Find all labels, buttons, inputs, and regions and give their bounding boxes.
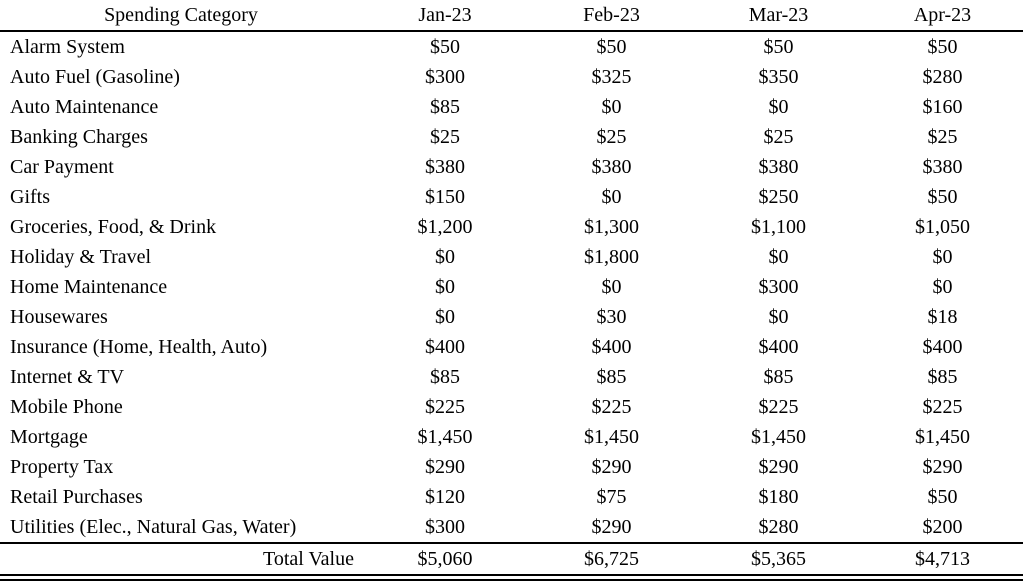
category-cell: Internet & TV [10, 366, 125, 388]
table-row [0, 122, 1023, 152]
value-cell: $400 [922, 336, 963, 358]
value-cell: $150 [425, 186, 465, 208]
category-cell: Holiday & Travel [10, 246, 152, 268]
value-cell: $0 [601, 276, 622, 298]
value-cell: $0 [601, 96, 622, 118]
value-cell: $120 [425, 486, 465, 508]
value-cell: $0 [435, 276, 455, 298]
value-cell: $0 [435, 246, 455, 268]
category-cell: Insurance (Home, Health, Auto) [10, 336, 268, 358]
value-cell: $25 [927, 126, 958, 148]
category-cell: Retail Purchases [10, 486, 143, 508]
value-cell: $1,450 [584, 426, 639, 448]
value-cell: $30 [596, 306, 627, 328]
value-cell: $280 [758, 516, 799, 538]
value-cell: $0 [932, 276, 953, 298]
value-cell: $50 [430, 36, 460, 58]
value-cell: $1,450 [751, 426, 806, 448]
value-cell: $0 [932, 246, 953, 268]
value-cell: $290 [591, 456, 632, 478]
value-cell: $290 [425, 456, 465, 478]
category-cell: Gifts [10, 186, 50, 208]
value-cell: $225 [425, 396, 465, 418]
value-cell: $85 [430, 96, 460, 118]
value-cell: $290 [758, 456, 799, 478]
value-cell: $25 [596, 126, 627, 148]
value-cell: $25 [763, 126, 794, 148]
value-cell: $380 [425, 156, 465, 178]
value-cell: $1,050 [915, 216, 970, 238]
value-cell: $290 [922, 456, 963, 478]
table-row [0, 152, 1023, 182]
value-cell: $0 [768, 306, 789, 328]
value-cell: $50 [927, 36, 958, 58]
value-cell: $400 [591, 336, 632, 358]
value-cell: $290 [591, 516, 632, 538]
value-cell: $380 [591, 156, 632, 178]
value-cell: $50 [927, 186, 958, 208]
value-cell: $400 [425, 336, 465, 358]
table-row [0, 272, 1023, 302]
value-cell: $380 [922, 156, 963, 178]
value-cell: $1,200 [417, 216, 473, 238]
category-cell: Utilities (Elec., Natural Gas, Water) [10, 516, 297, 538]
value-cell: $300 [425, 66, 465, 88]
value-cell: $85 [763, 366, 794, 388]
value-cell: $75 [596, 486, 627, 508]
table-footer [0, 543, 1023, 578]
category-cell: Mortgage [10, 426, 88, 448]
header-mar-23: Mar-23 [695, 0, 862, 31]
category-cell: Auto Maintenance [10, 96, 159, 118]
value-cell: $225 [758, 396, 799, 418]
value-cell: $50 [927, 486, 958, 508]
value-cell: $85 [596, 366, 627, 388]
total-value-feb: $6,725 [528, 543, 695, 578]
value-cell: $1,300 [584, 216, 639, 238]
category-cell: Groceries, Food, & Drink [10, 216, 217, 238]
category-cell: Auto Fuel (Gasoline) [10, 66, 180, 88]
header-feb-23: Feb-23 [528, 0, 695, 31]
category-cell: Car Payment [10, 156, 114, 178]
table-row [0, 452, 1023, 482]
value-cell: $160 [922, 96, 963, 118]
header-row [0, 0, 1023, 31]
category-cell: Property Tax [10, 456, 114, 478]
value-cell: $325 [591, 66, 632, 88]
table-row [0, 362, 1023, 392]
total-value-mar: $5,365 [695, 543, 862, 578]
value-cell: $1,450 [417, 426, 473, 448]
value-cell: $0 [601, 186, 622, 208]
value-cell: $180 [758, 486, 799, 508]
value-cell: $0 [435, 306, 455, 328]
value-cell: $380 [758, 156, 799, 178]
value-cell: $85 [927, 366, 958, 388]
category-cell: Alarm System [10, 36, 125, 58]
value-cell: $18 [927, 306, 958, 328]
table-row [0, 92, 1023, 122]
header-jan-23: Jan-23 [362, 0, 528, 31]
value-cell: $350 [758, 66, 799, 88]
value-cell: $1,800 [584, 246, 639, 268]
value-cell: $300 [758, 276, 799, 298]
table-row [0, 332, 1023, 362]
table-header [0, 0, 1023, 31]
value-cell: $250 [758, 186, 799, 208]
value-cell: $1,100 [751, 216, 806, 238]
total-label: Total Value [0, 543, 362, 578]
table-row [0, 242, 1023, 272]
value-cell: $0 [768, 246, 789, 268]
table-row [0, 512, 1023, 543]
table-row [0, 212, 1023, 242]
value-cell: $300 [425, 516, 465, 538]
value-cell: $50 [763, 36, 794, 58]
category-cell: Banking Charges [10, 126, 148, 148]
value-cell: $50 [596, 36, 627, 58]
table-body [0, 31, 1023, 543]
total-value-jan: $5,060 [362, 543, 528, 578]
category-cell: Home Maintenance [10, 276, 168, 298]
category-cell: Mobile Phone [10, 396, 123, 418]
table-row [0, 422, 1023, 452]
value-cell: $85 [430, 366, 460, 388]
table-row [0, 392, 1023, 422]
value-cell: $400 [758, 336, 799, 358]
value-cell: $225 [922, 396, 963, 418]
table-row [0, 482, 1023, 512]
total-row [0, 543, 1023, 578]
total-value-apr: $4,713 [862, 543, 1023, 578]
table-row [0, 182, 1023, 212]
category-cell: Housewares [10, 306, 108, 328]
table-row [0, 302, 1023, 332]
value-cell: $25 [430, 126, 460, 148]
table-row [0, 31, 1023, 62]
value-cell: $280 [922, 66, 963, 88]
value-cell: $0 [768, 96, 789, 118]
header-spending-category: Spending Category [0, 0, 362, 31]
header-apr-23: Apr-23 [862, 0, 1023, 31]
table-row [0, 62, 1023, 92]
value-cell: $1,450 [915, 426, 970, 448]
value-cell: $225 [591, 396, 632, 418]
value-cell: $200 [922, 516, 963, 538]
